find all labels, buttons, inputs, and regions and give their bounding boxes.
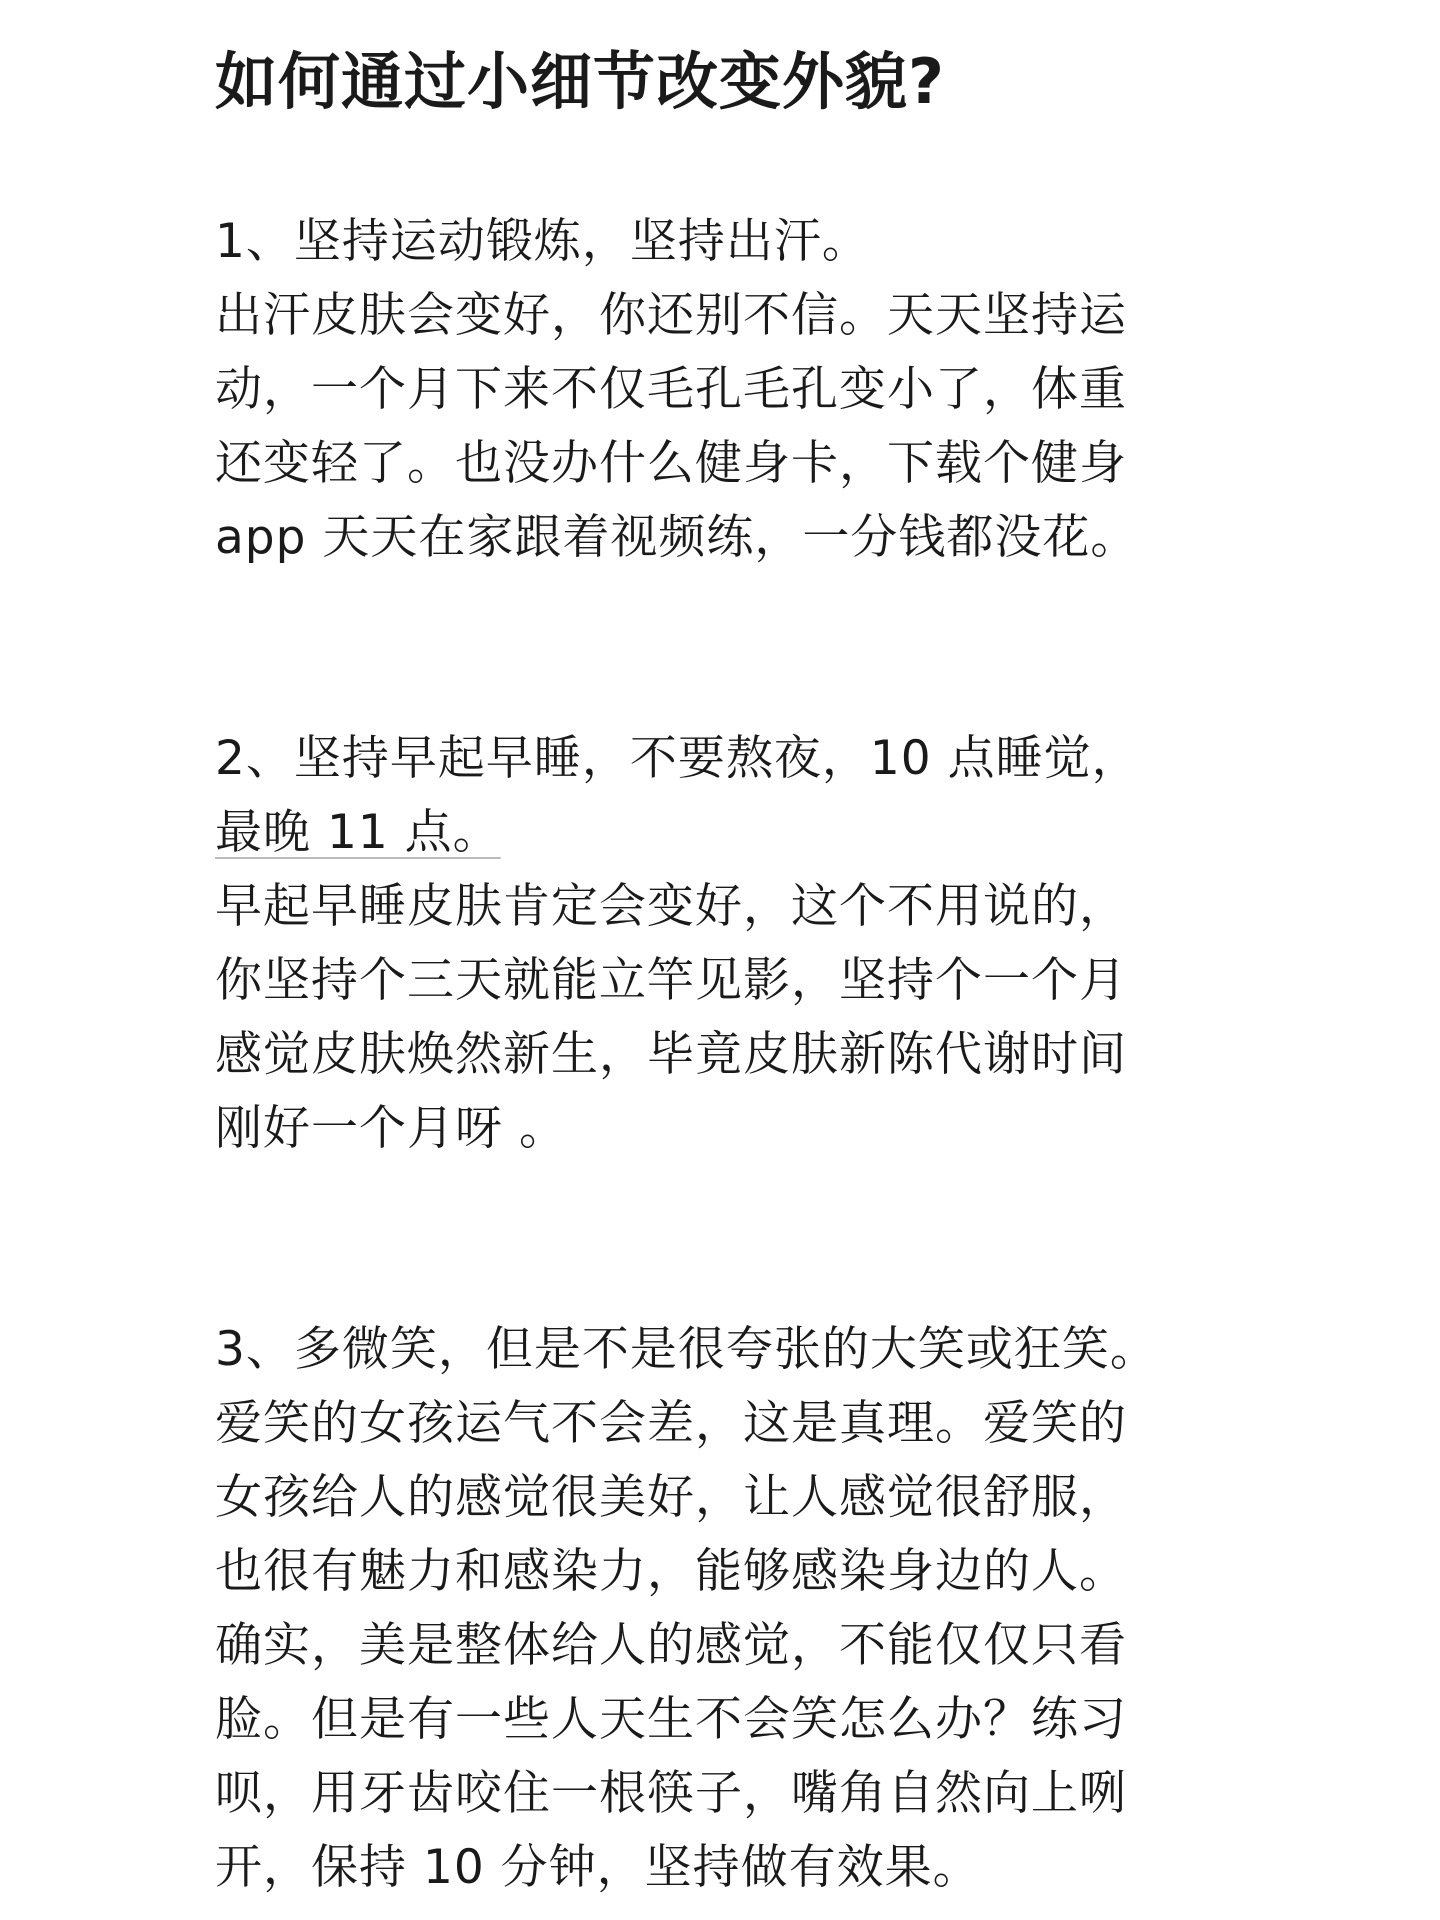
paragraph-line: 动，一个月下来不仅毛孔毛孔变小了，体重 [215, 362, 1127, 417]
paragraph-line: 还变轻了。也没办什么健身卡，下载个健身 [215, 436, 1127, 491]
paragraph-line: 你坚持个三天就能立竿见影，坚持个一个月 [215, 953, 1127, 1008]
paragraph-line: 也很有魅力和感染力，能够感染身边的人。 [215, 1544, 1127, 1599]
paragraph-line: 刚好一个月呀 。 [215, 1101, 567, 1156]
paragraph-line: 早起早睡皮肤肯定会变好，这个不用说的， [215, 879, 1127, 934]
tip-1-heading: 1、坚持运动锻炼，坚持出汗。 [215, 214, 870, 269]
paragraph-line: app 天天在家跟着视频练，一分钱都没花。 [215, 510, 1139, 565]
paragraph-line: 开，保持 10 分钟，坚持做有效果。 [215, 1840, 981, 1895]
paragraph-line: 呗，用牙齿咬住一根筷子，嘴角自然向上咧 [215, 1766, 1127, 1821]
tip-section-2 [215, 722, 1315, 1166]
paragraph-line: 爱笑的女孩运气不会差，这是真理。爱笑的 [215, 1396, 1127, 1451]
tip-3-heading: 3、多微笑，但是不是很夸张的大笑或狂笑。 [215, 1322, 1158, 1377]
tip-section-1 [215, 205, 1315, 575]
paragraph-line: 女孩给人的感觉很美好，让人感觉很舒服， [215, 1470, 1127, 1525]
paragraph-line: 脸。但是有一些人天生不会笑怎么办？练习 [215, 1692, 1127, 1747]
page-title: 如何通过小细节改变外貌? [215, 45, 945, 118]
tip-section-3 [215, 1313, 1315, 1905]
underlined-text: 最晚 11 点。 [215, 805, 501, 860]
tip-2-heading-continued [215, 796, 1315, 870]
paragraph-line: 确实，美是整体给人的感觉，不能仅仅只看 [215, 1618, 1127, 1673]
paragraph-line: 出汗皮肤会变好，你还别不信。天天坚持运 [215, 288, 1127, 343]
paragraph-line: 感觉皮肤焕然新生，毕竟皮肤新陈代谢时间 [215, 1027, 1127, 1082]
tip-2-heading: 2、坚持早起早睡，不要熬夜，10 点睡觉， [215, 731, 1140, 786]
